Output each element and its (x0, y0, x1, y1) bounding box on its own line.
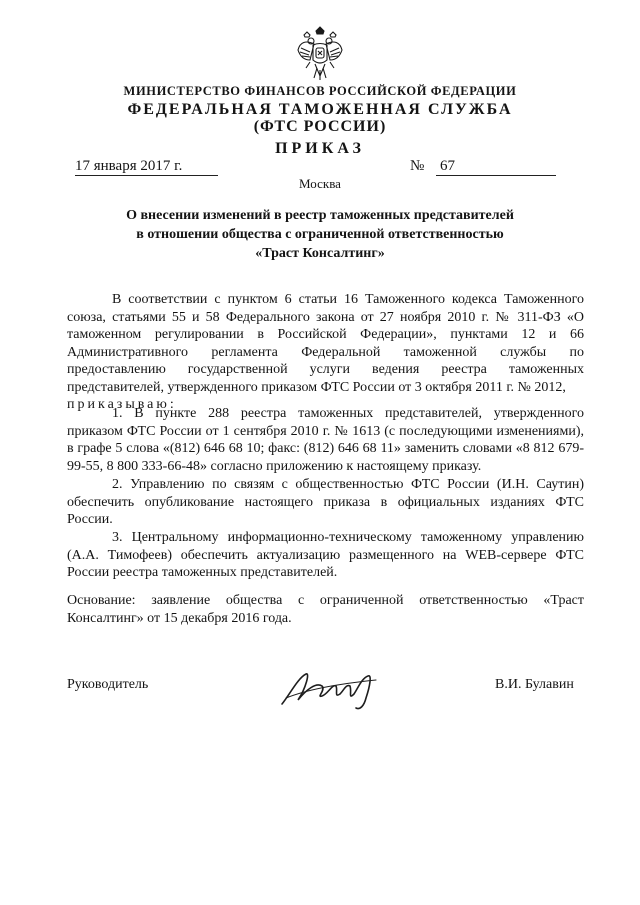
order-number: 67 (436, 157, 556, 176)
basis-text: Основание: заявление общества с ограниченной ответственностью «Траст Консалтинг» от 15 декабря 2016 года. (67, 593, 584, 626)
coat-of-arms-icon (296, 26, 344, 82)
service-name: ФЕДЕРАЛЬНАЯ ТАМОЖЕННАЯ СЛУЖБА (127, 101, 513, 118)
city: Москва (299, 176, 341, 191)
document-title (60, 206, 580, 263)
order-number-label: № (410, 158, 425, 174)
basis-paragraph (67, 592, 584, 627)
title-line: «Траст Консалтинг» (255, 246, 385, 261)
item-3 (67, 529, 584, 582)
handwritten-signature-icon (276, 664, 386, 712)
intro-paragraph (67, 291, 584, 414)
service-abbreviation: (ФТС РОССИИ) (253, 118, 387, 135)
title-line: О внесении изменений в реестр таможенных представителей (126, 208, 514, 223)
item-2 (67, 476, 584, 529)
item-2-text: 2. Управлению по связям с общественностью ФТС России (И.Н. Саутин) обеспечить опубликование настоящего приказа в официальных изданиях ФТС России. (67, 477, 584, 527)
item-1 (67, 405, 584, 475)
item-3-text: 3. Центральному информационно-техническому таможенному управлению (А.А. Тимофеев) обеспечить актуализацию размещенного на WEB-сервере ФТС России реестра таможенных представителей. (67, 530, 584, 580)
item-1-text: 1. В пункте 288 реестра таможенных представителей, утвержденного приказом ФТС России от 1 сентября 2010 г. № 1613 (с последующими изменениями), в графе 5 слова «(812) 646 68 10; факс: (812) 646 68 11» заменить словами «8 812 679-99-55, 8 800 333-66-48» согласно приложению к настоящему приказу. (67, 406, 584, 474)
intro-text: В соответствии с пунктом 6 статьи 16 Таможенного кодекса Таможенного союза, статьями 55 и 58 Федерального закона от 27 ноября 2010 г. № 311-ФЗ «О таможенном регулировании в Российской Федерации», пунктами 12 и 66 Административного регламента Федеральной таможенной службы по предоставлению государственной услуги ведения реестра таможенных представителей, утвержденного приказом ФТС России от 3 октября 2011 г. № 2012, (67, 292, 584, 395)
order-date: 17 января 2017 г. (75, 157, 218, 176)
title-line: в отношении общества с ограниченной ответственностью (136, 227, 504, 242)
ministry-name: МИНИСТЕРСТВО ФИНАНСОВ РОССИЙСКОЙ ФЕДЕРАЦИИ (123, 84, 517, 98)
signatory-name: В.И. Булавин (495, 677, 574, 692)
document-type: ПРИКАЗ (275, 140, 365, 157)
directive-word: приказываю: (67, 397, 177, 412)
signatory-role: Руководитель (67, 677, 149, 692)
